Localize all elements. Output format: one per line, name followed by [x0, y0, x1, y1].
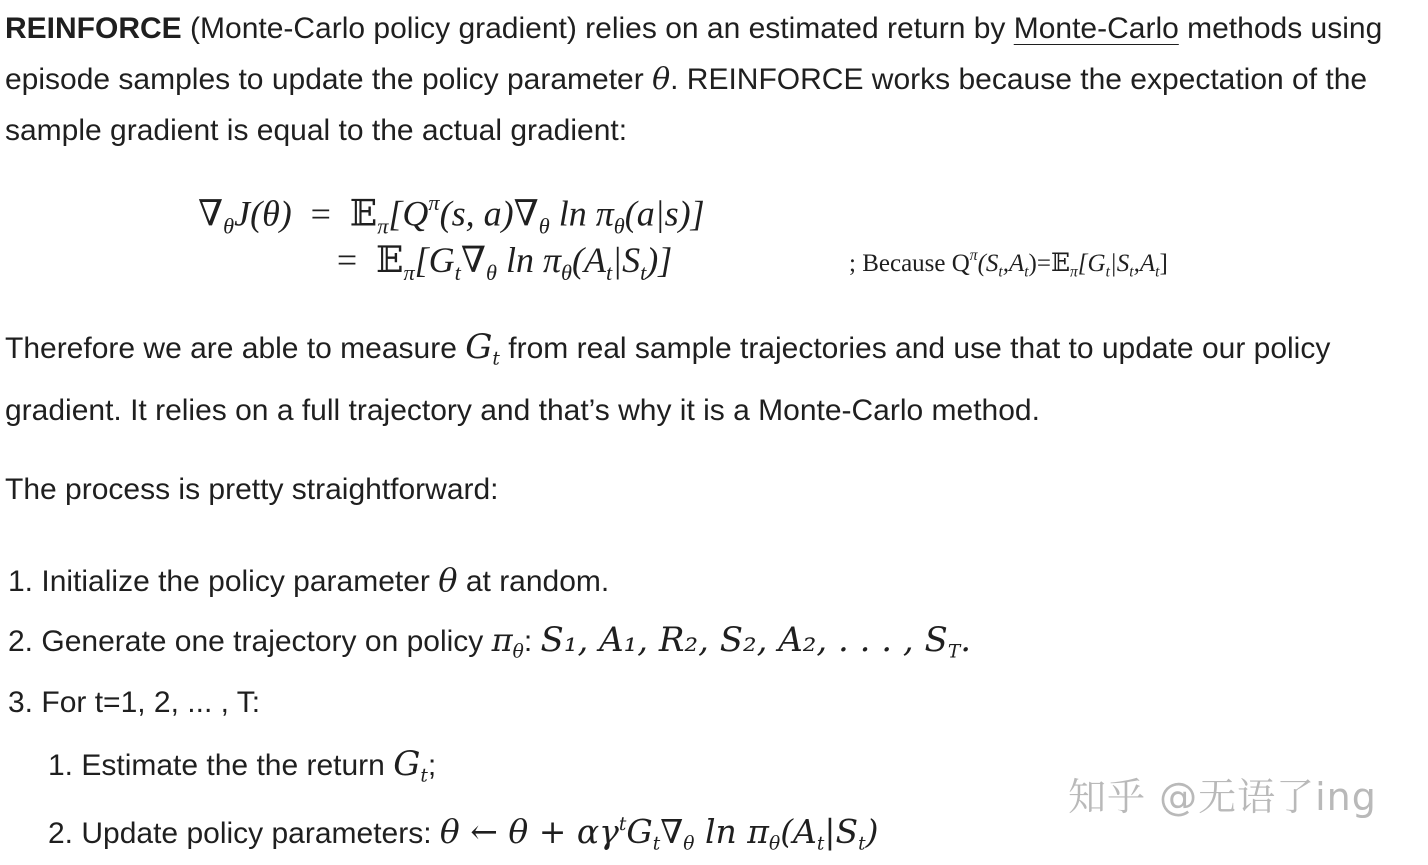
eq-term: ln π	[496, 240, 562, 280]
pi-sub: θ	[512, 641, 524, 663]
update-math: )	[865, 812, 879, 852]
eq-term: (A	[571, 240, 606, 280]
eq-sup: π	[428, 190, 440, 215]
g-symbol: G	[465, 327, 493, 367]
note-text: [G	[1077, 249, 1106, 277]
step-number: 3.	[8, 686, 34, 719]
note-text: (S	[977, 249, 999, 277]
update-sub: t	[652, 833, 661, 855]
theta-symbol: θ	[438, 561, 458, 599]
note-sub: t	[1155, 263, 1160, 281]
trajectory-math: S₁, A₁, R₂, S₂, A₂, . . . , S	[540, 620, 948, 660]
eq-term: [G	[414, 240, 455, 280]
step-text: Estimate the the return	[81, 749, 394, 782]
eq-term: (s, a)∇	[439, 193, 539, 234]
note-text: ,A	[1133, 249, 1156, 277]
eq-term: |S	[612, 240, 641, 280]
objective-term: J(θ)	[234, 193, 292, 234]
equals-sign: =	[336, 240, 358, 280]
pi-symbol: π	[491, 621, 513, 659]
note-text: |S	[1109, 249, 1130, 277]
update-math: (A	[780, 812, 817, 852]
eq-sub: θ	[486, 259, 497, 285]
step-number: 1.	[8, 565, 34, 598]
note-sub: t	[1024, 263, 1029, 281]
process-intro: The process is pretty straightforward:	[5, 473, 499, 506]
g-sub: t	[420, 765, 428, 787]
update-math: ln π	[694, 812, 769, 852]
substep-1	[48, 744, 436, 797]
g-sub: t	[492, 348, 500, 370]
note-text: ; Because Q	[849, 249, 970, 277]
update-sub: t	[816, 833, 825, 855]
eq-sub: θ	[561, 259, 572, 285]
note-sub: t	[998, 263, 1003, 281]
note-sub: t	[1129, 263, 1134, 281]
step-text: For t=1, 2, ... , T:	[41, 686, 261, 719]
eq-term: ln π	[549, 193, 614, 234]
note-text: )=𝔼	[1028, 249, 1071, 277]
equals-sign: =	[310, 193, 331, 234]
update-math: |S	[824, 812, 859, 852]
eq-sub: θ	[613, 213, 625, 239]
note-text: ,A	[1002, 249, 1025, 277]
step-text: Update policy parameters:	[81, 817, 440, 851]
eq-term: (a|s)]	[624, 193, 705, 234]
update-math: θ ← θ + αγ	[439, 812, 619, 852]
equation-note	[849, 247, 1168, 281]
trajectory-sub: T	[947, 641, 961, 663]
theta-symbol: θ	[652, 62, 671, 97]
measure-text-2: from real sample trajectories and use that to update our policy gradient. It relies on a full trajectory and that’s why it is a Monte-Carlo method.	[5, 332, 1331, 427]
step-text: ;	[427, 749, 437, 782]
step-text: at random.	[457, 565, 610, 598]
intro-paragraph	[5, 3, 1423, 156]
eq-sub: θ	[223, 213, 235, 239]
substep-2	[48, 805, 878, 865]
eq-sub: t	[605, 259, 613, 285]
step-number: 2.	[8, 625, 34, 658]
g-symbol: G	[393, 744, 421, 784]
measure-text-1: Therefore we are able to measure	[5, 332, 466, 365]
note-sup: π	[969, 247, 978, 264]
eq-sub: t	[640, 259, 647, 285]
step-3	[8, 683, 260, 723]
measure-paragraph	[5, 322, 1423, 436]
step-text: Initialize the policy parameter	[41, 565, 439, 598]
step-2	[8, 620, 971, 673]
note-text: ]	[1159, 249, 1168, 277]
note-sub: t	[1105, 263, 1110, 281]
intro-text-1: (Monte-Carlo policy gradient) relies on an estimated return by	[181, 12, 1014, 45]
equation-line-1	[198, 190, 705, 239]
update-sub: θ	[768, 833, 781, 855]
update-math: ∇	[660, 812, 684, 852]
update-sub: θ	[683, 833, 695, 855]
eq-term: ∇	[460, 240, 486, 280]
step-text: .	[960, 620, 972, 660]
expectation-symbol: 𝔼	[349, 193, 378, 235]
step-number: 2.	[48, 817, 74, 851]
note-sub: π	[1070, 263, 1078, 281]
intro-text-3: . REINFORCE works because the expectation of the sample gradient is equal to the actual gradient:	[5, 63, 1368, 147]
intro-text-2: methods using episode samples to update the policy parameter	[5, 12, 1383, 96]
step-number: 1.	[48, 749, 74, 782]
expectation-symbol: 𝔼	[376, 240, 404, 281]
eq-term: )]	[646, 240, 673, 280]
eq-term: [Q	[388, 193, 429, 234]
eq-sub: t	[454, 259, 461, 285]
update-sup: t	[618, 814, 627, 835]
step-1	[8, 560, 609, 602]
eq-sub: π	[377, 213, 389, 239]
reinforce-term: REINFORCE	[5, 12, 182, 45]
eq-sub: θ	[538, 213, 550, 239]
nabla-symbol: ∇	[198, 193, 224, 234]
zhihu-watermark: 知乎 @无语了ing	[1068, 775, 1377, 819]
monte-carlo-link[interactable]: Monte-Carlo	[1013, 12, 1179, 45]
update-sub: t	[858, 833, 866, 855]
step-text: Generate one trajectory on policy	[41, 625, 492, 658]
equation-line-2	[327, 239, 672, 286]
step-text: :	[523, 625, 541, 658]
eq-sub: π	[403, 259, 415, 285]
update-math: G	[626, 812, 653, 852]
